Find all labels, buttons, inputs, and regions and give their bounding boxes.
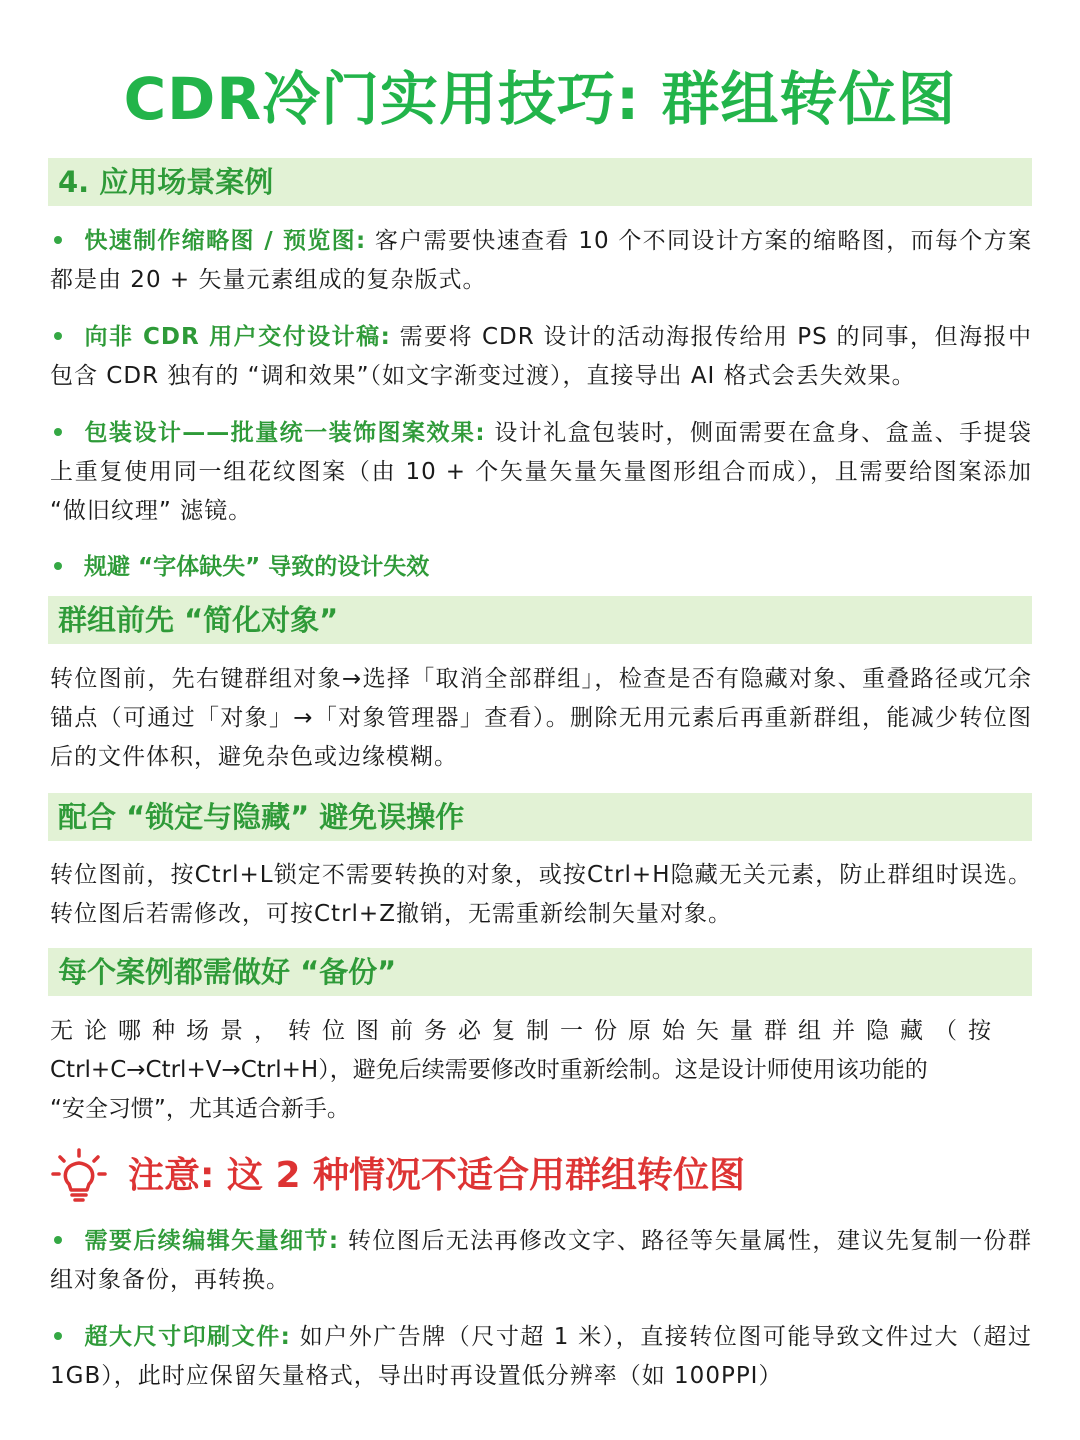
backup-line-3: “安全习惯”，尤其适合新手。	[50, 1096, 350, 1122]
bullet-text: 转位图后无法再修改文字、路径等矢量属性，建议先复制一份群组对象备份，再转换。	[50, 1228, 1033, 1293]
bullet-dot-icon	[54, 236, 62, 244]
list-item	[50, 548, 1032, 587]
bullet-dot-icon	[54, 428, 62, 436]
bullet-label: 需要后续编辑矢量细节:	[84, 1228, 340, 1254]
list-item	[50, 222, 1032, 300]
bullet-label: 超大尺寸印刷文件:	[84, 1324, 291, 1350]
section-heading-scenarios: 4. 应用场景案例	[48, 158, 1032, 206]
section-heading-simplify: 群组前先 “简化对象”	[48, 596, 1032, 644]
backup-line-1: 无论哪种场景，转位图前务必复制一份原始矢量群组并隐藏（按	[50, 1018, 1002, 1044]
list-item	[50, 414, 1032, 531]
bullet-label: 包装设计——批量统一装饰图案效果:	[84, 420, 486, 446]
bullet-text: 设计礼盒包装时，侧面需要在盒身、盒盖、手提袋上重复使用同一组花纹图案（由 10 + 个矢量矢量矢量图形组合而成），且需要给图案添加 “做旧纹理” 滤镜。	[50, 420, 1032, 524]
bullet-dot-icon	[54, 332, 62, 340]
section-heading-backup: 每个案例都需做好 “备份”	[48, 948, 1032, 996]
bullet-label: 规避 “字体缺失” 导致的设计失效	[84, 554, 430, 580]
section-body-backup	[50, 1012, 1032, 1129]
list-item	[50, 1318, 1032, 1396]
bullet-label: 向非 CDR 用户交付设计稿:	[84, 324, 391, 350]
bullet-dot-icon	[54, 562, 62, 570]
list-item	[50, 1222, 1032, 1300]
bullet-dot-icon	[54, 1236, 62, 1244]
section-body-simplify: 转位图前，先右键群组对象→选择「取消全部群组」，检查是否有隐藏对象、重叠路径或冗余锚点（可通过「对象」→「对象管理器」查看）。删除无用元素后再重新群组，能减少转位图后的文件体积，避免杂色或边缘模糊。	[50, 666, 1032, 770]
backup-line-2: Ctrl+C→Ctrl+V→Ctrl+H），避免后续需要修改时重新绘制。这是设计师使用该功能的	[50, 1057, 928, 1083]
bullet-dot-icon	[54, 1332, 62, 1340]
notice-title: 注意: 这 2 种情况不适合用群组转位图	[128, 1155, 746, 1196]
notice-heading	[50, 1148, 1032, 1204]
bullet-text: 如户外广告牌（尺寸超 1 米），直接转位图可能导致文件过大（超过 1GB），此时应保留矢量格式，导出时再设置低分辨率（如 100PPI）	[50, 1324, 1032, 1389]
section-heading-lock: 配合 “锁定与隐藏” 避免误操作	[48, 793, 1032, 841]
page-title: CDR冷门实用技巧: 群组转位图	[123, 65, 957, 133]
bullet-text: 客户需要快速查看 10 个不同设计方案的缩略图，而每个方案都是由 20 + 矢量元素组成的复杂版式。	[50, 228, 1032, 293]
bullet-text: 需要将 CDR 设计的活动海报传给用 PS 的同事，但海报中包含 CDR 独有的 “调和效果”（如文字渐变过渡），直接导出 AI 格式会丢失效果。	[50, 324, 1032, 389]
lightbulb-icon	[50, 1148, 108, 1204]
list-item	[50, 318, 1032, 396]
bullet-label: 快速制作缩略图 / 预览图:	[84, 228, 367, 254]
section-body-lock: 转位图前，按Ctrl+L锁定不需要转换的对象，或按Ctrl+H隐藏无关元素，防止群组时误选。转位图后若需修改，可按Ctrl+Z撤销，无需重新绘制矢量对象。	[50, 862, 1032, 927]
